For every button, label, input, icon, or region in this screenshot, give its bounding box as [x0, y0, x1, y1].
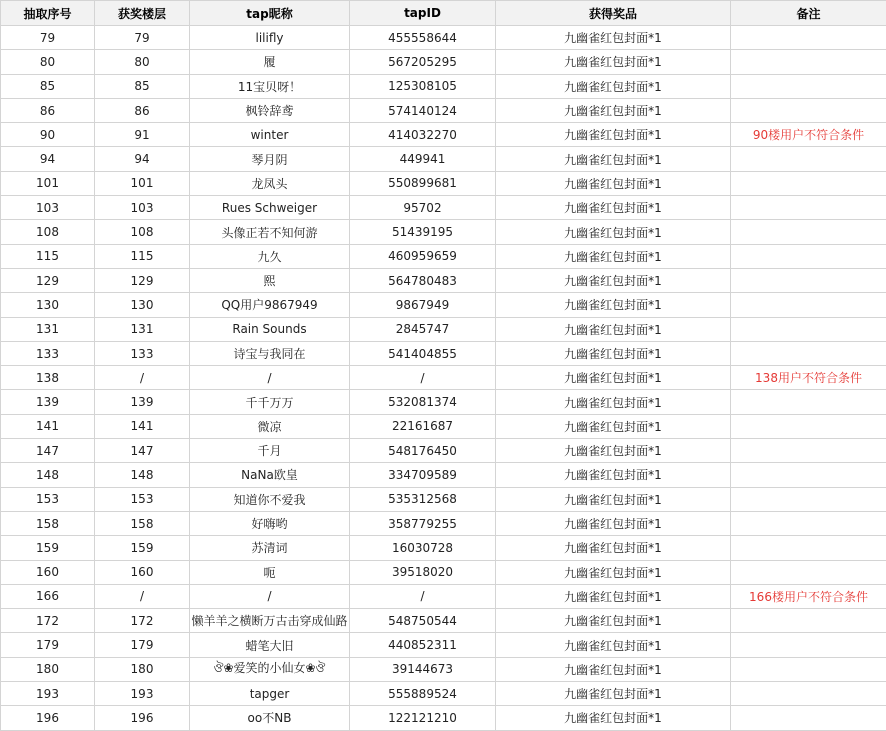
cell-floor: 159 — [95, 536, 190, 560]
cell-note — [731, 317, 886, 341]
cell-draw-number: 159 — [1, 536, 95, 560]
header-row — [1, 1, 886, 26]
cell-tapid: 39518020 — [350, 560, 496, 584]
cell-floor: 79 — [95, 26, 190, 50]
cell-tapid: 548750544 — [350, 609, 496, 633]
cell-floor: 180 — [95, 657, 190, 681]
cell-prize: 九幽雀红包封面*1 — [496, 317, 731, 341]
cell-draw-number: 130 — [1, 293, 95, 317]
cell-draw-number: 158 — [1, 511, 95, 535]
cell-nickname: 苏清词 — [190, 536, 350, 560]
cell-floor: 101 — [95, 171, 190, 195]
cell-note — [731, 268, 886, 292]
cell-tapid: 122121210 — [350, 706, 496, 730]
cell-nickname: 微凉 — [190, 414, 350, 438]
cell-draw-number: 148 — [1, 463, 95, 487]
cell-floor: / — [95, 366, 190, 390]
cell-floor: 91 — [95, 123, 190, 147]
table-row — [1, 609, 886, 633]
cell-draw-number: 196 — [1, 706, 95, 730]
table-row — [1, 317, 886, 341]
cell-nickname: 琴月阴 — [190, 147, 350, 171]
cell-nickname: 蜡笔大旧 — [190, 633, 350, 657]
cell-nickname: 呃 — [190, 560, 350, 584]
table-row — [1, 50, 886, 74]
cell-draw-number: 129 — [1, 268, 95, 292]
cell-floor: 115 — [95, 244, 190, 268]
cell-draw-number: 90 — [1, 123, 95, 147]
cell-note — [731, 244, 886, 268]
cell-tapid: 535312568 — [350, 487, 496, 511]
cell-floor: 129 — [95, 268, 190, 292]
cell-prize: 九幽雀红包封面*1 — [496, 171, 731, 195]
cell-note — [731, 74, 886, 98]
cell-note — [731, 293, 886, 317]
cell-prize: 九幽雀红包封面*1 — [496, 293, 731, 317]
cell-prize: 九幽雀红包封面*1 — [496, 584, 731, 608]
cell-floor: 86 — [95, 98, 190, 122]
cell-nickname: Rues Schweiger — [190, 196, 350, 220]
cell-tapid: 440852311 — [350, 633, 496, 657]
cell-draw-number: 180 — [1, 657, 95, 681]
cell-floor: 130 — [95, 293, 190, 317]
cell-draw-number: 139 — [1, 390, 95, 414]
cell-tapid: 574140124 — [350, 98, 496, 122]
table-row — [1, 220, 886, 244]
cell-tapid: 125308105 — [350, 74, 496, 98]
cell-draw-number: 172 — [1, 609, 95, 633]
cell-prize: 九幽雀红包封面*1 — [496, 633, 731, 657]
cell-tapid: 550899681 — [350, 171, 496, 195]
cell-prize: 九幽雀红包封面*1 — [496, 196, 731, 220]
cell-nickname: 懒羊羊之横断万古击穿成仙路 — [190, 609, 350, 633]
cell-prize: 九幽雀红包封面*1 — [496, 98, 731, 122]
cell-nickname: 九久 — [190, 244, 350, 268]
table-row — [1, 414, 886, 438]
table-body — [1, 26, 886, 731]
table-row — [1, 633, 886, 657]
cell-draw-number: 80 — [1, 50, 95, 74]
cell-tapid: 455558644 — [350, 26, 496, 50]
header-draw-number: 抽取序号 — [1, 1, 95, 26]
cell-floor: 94 — [95, 147, 190, 171]
cell-draw-number: 108 — [1, 220, 95, 244]
header-tapid: tapID — [350, 1, 496, 26]
header-note: 备注 — [731, 1, 886, 26]
cell-nickname: 千月 — [190, 439, 350, 463]
cell-floor: 131 — [95, 317, 190, 341]
cell-nickname: 好嗨哟 — [190, 511, 350, 535]
cell-nickname: 熙 — [190, 268, 350, 292]
cell-note — [731, 341, 886, 365]
cell-prize: 九幽雀红包封面*1 — [496, 147, 731, 171]
header-floor: 获奖楼层 — [95, 1, 190, 26]
cell-prize: 九幽雀红包封面*1 — [496, 220, 731, 244]
cell-note — [731, 171, 886, 195]
cell-floor: 158 — [95, 511, 190, 535]
cell-floor: 139 — [95, 390, 190, 414]
cell-draw-number: 179 — [1, 633, 95, 657]
cell-draw-number: 193 — [1, 682, 95, 706]
cell-note — [731, 98, 886, 122]
cell-note — [731, 390, 886, 414]
table-row — [1, 560, 886, 584]
cell-draw-number: 160 — [1, 560, 95, 584]
cell-note: 90楼用户不符合条件 — [731, 123, 886, 147]
cell-nickname: 龙凤头 — [190, 171, 350, 195]
table-row — [1, 98, 886, 122]
cell-floor: 103 — [95, 196, 190, 220]
cell-floor: / — [95, 584, 190, 608]
cell-prize: 九幽雀红包封面*1 — [496, 682, 731, 706]
cell-note — [731, 196, 886, 220]
cell-prize: 九幽雀红包封面*1 — [496, 74, 731, 98]
table-row — [1, 171, 886, 195]
cell-note — [731, 26, 886, 50]
cell-floor: 193 — [95, 682, 190, 706]
cell-note — [731, 560, 886, 584]
cell-draw-number: 103 — [1, 196, 95, 220]
cell-tapid: 564780483 — [350, 268, 496, 292]
table-row — [1, 706, 886, 730]
cell-tapid: / — [350, 584, 496, 608]
cell-note — [731, 609, 886, 633]
cell-draw-number: 147 — [1, 439, 95, 463]
cell-note — [731, 536, 886, 560]
cell-tapid: 460959659 — [350, 244, 496, 268]
table-row — [1, 244, 886, 268]
cell-tapid: 449941 — [350, 147, 496, 171]
cell-prize: 九幽雀红包封面*1 — [496, 511, 731, 535]
table-row — [1, 390, 886, 414]
cell-note — [731, 487, 886, 511]
cell-note — [731, 633, 886, 657]
table-row — [1, 536, 886, 560]
cell-floor: 147 — [95, 439, 190, 463]
table-row — [1, 341, 886, 365]
cell-prize: 九幽雀红包封面*1 — [496, 657, 731, 681]
cell-note — [731, 511, 886, 535]
cell-note: 138用户不符合条件 — [731, 366, 886, 390]
cell-nickname: 诗宝与我同在 — [190, 341, 350, 365]
cell-floor: 160 — [95, 560, 190, 584]
table-row — [1, 487, 886, 511]
cell-draw-number: 131 — [1, 317, 95, 341]
cell-note — [731, 147, 886, 171]
cell-tapid: 414032270 — [350, 123, 496, 147]
table-row — [1, 511, 886, 535]
cell-tapid: 334709589 — [350, 463, 496, 487]
cell-draw-number: 94 — [1, 147, 95, 171]
cell-tapid: 567205295 — [350, 50, 496, 74]
cell-nickname: 头像正若不知何游 — [190, 220, 350, 244]
cell-prize: 九幽雀红包封面*1 — [496, 390, 731, 414]
cell-nickname: 千千万万 — [190, 390, 350, 414]
cell-note — [731, 682, 886, 706]
cell-floor: 179 — [95, 633, 190, 657]
cell-floor: 172 — [95, 609, 190, 633]
cell-nickname: 枫铃辞鸢 — [190, 98, 350, 122]
cell-tapid: 358779255 — [350, 511, 496, 535]
cell-nickname: lilifly — [190, 26, 350, 50]
table-row — [1, 439, 886, 463]
cell-draw-number: 101 — [1, 171, 95, 195]
cell-tapid: / — [350, 366, 496, 390]
cell-note — [731, 220, 886, 244]
header-prize: 获得奖品 — [496, 1, 731, 26]
table-row — [1, 463, 886, 487]
header-nickname: tap昵称 — [190, 1, 350, 26]
table-row — [1, 147, 886, 171]
table-row — [1, 293, 886, 317]
cell-note — [731, 706, 886, 730]
cell-nickname: / — [190, 366, 350, 390]
cell-floor: 153 — [95, 487, 190, 511]
table-row — [1, 74, 886, 98]
cell-floor: 141 — [95, 414, 190, 438]
cell-prize: 九幽雀红包封面*1 — [496, 341, 731, 365]
cell-note — [731, 657, 886, 681]
table-row — [1, 268, 886, 292]
cell-nickname: NaNa欧皇 — [190, 463, 350, 487]
cell-floor: 108 — [95, 220, 190, 244]
cell-prize: 九幽雀红包封面*1 — [496, 244, 731, 268]
cell-tapid: 555889524 — [350, 682, 496, 706]
cell-prize: 九幽雀红包封面*1 — [496, 414, 731, 438]
table-row — [1, 366, 886, 390]
cell-tapid: 541404855 — [350, 341, 496, 365]
cell-tapid: 9867949 — [350, 293, 496, 317]
cell-prize: 九幽雀红包封面*1 — [496, 706, 731, 730]
cell-prize: 九幽雀红包封面*1 — [496, 366, 731, 390]
cell-tapid: 2845747 — [350, 317, 496, 341]
cell-prize: 九幽雀红包封面*1 — [496, 268, 731, 292]
cell-tapid: 548176450 — [350, 439, 496, 463]
cell-draw-number: 138 — [1, 366, 95, 390]
cell-note — [731, 439, 886, 463]
cell-floor: 80 — [95, 50, 190, 74]
cell-draw-number: 85 — [1, 74, 95, 98]
table-row — [1, 26, 886, 50]
cell-tapid: 16030728 — [350, 536, 496, 560]
cell-prize: 九幽雀红包封面*1 — [496, 487, 731, 511]
cell-note: 166楼用户不符合条件 — [731, 584, 886, 608]
cell-note — [731, 414, 886, 438]
cell-floor: 196 — [95, 706, 190, 730]
cell-tapid: 95702 — [350, 196, 496, 220]
cell-prize: 九幽雀红包封面*1 — [496, 609, 731, 633]
cell-draw-number: 153 — [1, 487, 95, 511]
cell-draw-number: 141 — [1, 414, 95, 438]
cell-draw-number: 166 — [1, 584, 95, 608]
cell-prize: 九幽雀红包封面*1 — [496, 50, 731, 74]
cell-nickname: 履 — [190, 50, 350, 74]
table-row — [1, 584, 886, 608]
cell-nickname: 知道你不爱我 — [190, 487, 350, 511]
cell-floor: 148 — [95, 463, 190, 487]
cell-floor: 133 — [95, 341, 190, 365]
cell-nickname: Rain Sounds — [190, 317, 350, 341]
cell-nickname: ঔ❀爱笑的小仙女❀ঔ — [190, 657, 350, 681]
cell-note — [731, 463, 886, 487]
cell-tapid: 51439195 — [350, 220, 496, 244]
table-row — [1, 123, 886, 147]
cell-draw-number: 86 — [1, 98, 95, 122]
cell-prize: 九幽雀红包封面*1 — [496, 26, 731, 50]
table-row — [1, 657, 886, 681]
cell-prize: 九幽雀红包封面*1 — [496, 463, 731, 487]
cell-tapid: 532081374 — [350, 390, 496, 414]
cell-prize: 九幽雀红包封面*1 — [496, 560, 731, 584]
cell-nickname: / — [190, 584, 350, 608]
cell-prize: 九幽雀红包封面*1 — [496, 123, 731, 147]
cell-nickname: 11宝贝呀！ — [190, 74, 350, 98]
cell-nickname: QQ用户9867949 — [190, 293, 350, 317]
cell-note — [731, 50, 886, 74]
cell-tapid: 39144673 — [350, 657, 496, 681]
cell-nickname: winter — [190, 123, 350, 147]
table-row — [1, 196, 886, 220]
cell-floor: 85 — [95, 74, 190, 98]
cell-tapid: 22161687 — [350, 414, 496, 438]
cell-draw-number: 133 — [1, 341, 95, 365]
cell-draw-number: 115 — [1, 244, 95, 268]
cell-nickname: tapger — [190, 682, 350, 706]
table-row — [1, 682, 886, 706]
cell-draw-number: 79 — [1, 26, 95, 50]
cell-nickname: oo不NB — [190, 706, 350, 730]
cell-prize: 九幽雀红包封面*1 — [496, 439, 731, 463]
cell-prize: 九幽雀红包封面*1 — [496, 536, 731, 560]
